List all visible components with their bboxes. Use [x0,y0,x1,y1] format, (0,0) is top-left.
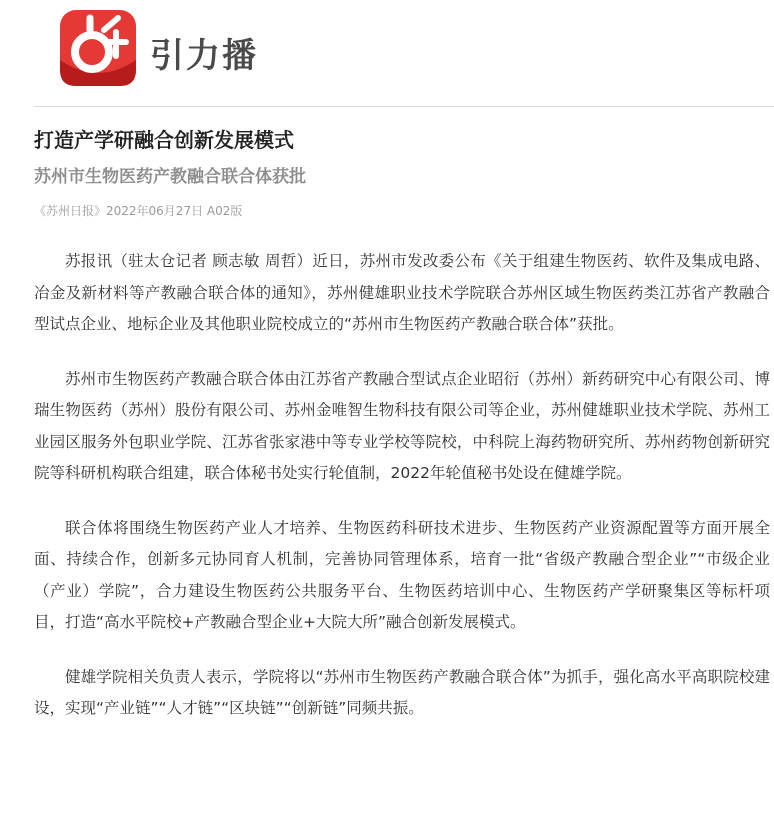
site-header [0,0,774,107]
article-subtitle: 苏州市生物医药产教融合联合体获批 [34,167,306,187]
article-paragraph: 苏州市生物医药产教融合联合体由江苏省产教融合型试点企业昭衍（苏州）新药研究中心有限公司、博瑞生物医药（苏州）股份有限公司、苏州金唯智生物科技有限公司等企业，苏州健雄职业技术学院、苏州工业园区服务外包职业学院、江苏省张家港中等专业学校等院校，中科院上海药物研究所、苏州药物创新研究院等科研机构联合组建，联合体秘书处实行轮值制，2022年轮值秘书处设在健雄学院。 [34,369,770,482]
brand-name[interactable]: 引力播 [150,36,258,76]
article-source: 《苏州日报》2022年06月27日 A02版 [34,204,243,218]
article-paragraph: 联合体将围绕生物医药产业人才培养、生物医药科研技术进步、生物医药产业资源配置等方面开展全面、持续合作，创新多元协同育人机制，完善协同管理体系，培育一批“省级产教融合型企业”“市级企业（产业）学院”，合力建设生物医药公共服务平台、生物医药培训中心、生物医药产学研聚集区等标杆项目，打造“高水平院校+产教融合型企业+大院大所”融合创新发展模式。 [34,518,770,631]
article-paragraph: 健雄学院相关负责人表示，学院将以“苏州市生物医药产教融合联合体”为抓手，强化高水平高职院校建设，实现“产业链”“人才链”“区块链”“创新链”同频共振。 [34,667,770,717]
article-body [34,246,770,748]
header-divider [34,106,774,107]
brand-logo-icon[interactable] [60,10,136,86]
article-paragraph: 苏报讯（驻太仓记者 顾志敏 周哲）近日，苏州市发改委公布《关于组建生物医药、软件及集成电路、冶金及新材料等产教融合联合体的通知》，苏州健雄职业技术学院联合苏州区域生物医药类江苏省产教融合型试点企业、地标企业及其他职业院校成立的“苏州市生物医药产教融合联合体”获批。 [34,252,770,333]
article-title: 打造产学研融合创新发展模式 [34,128,294,152]
